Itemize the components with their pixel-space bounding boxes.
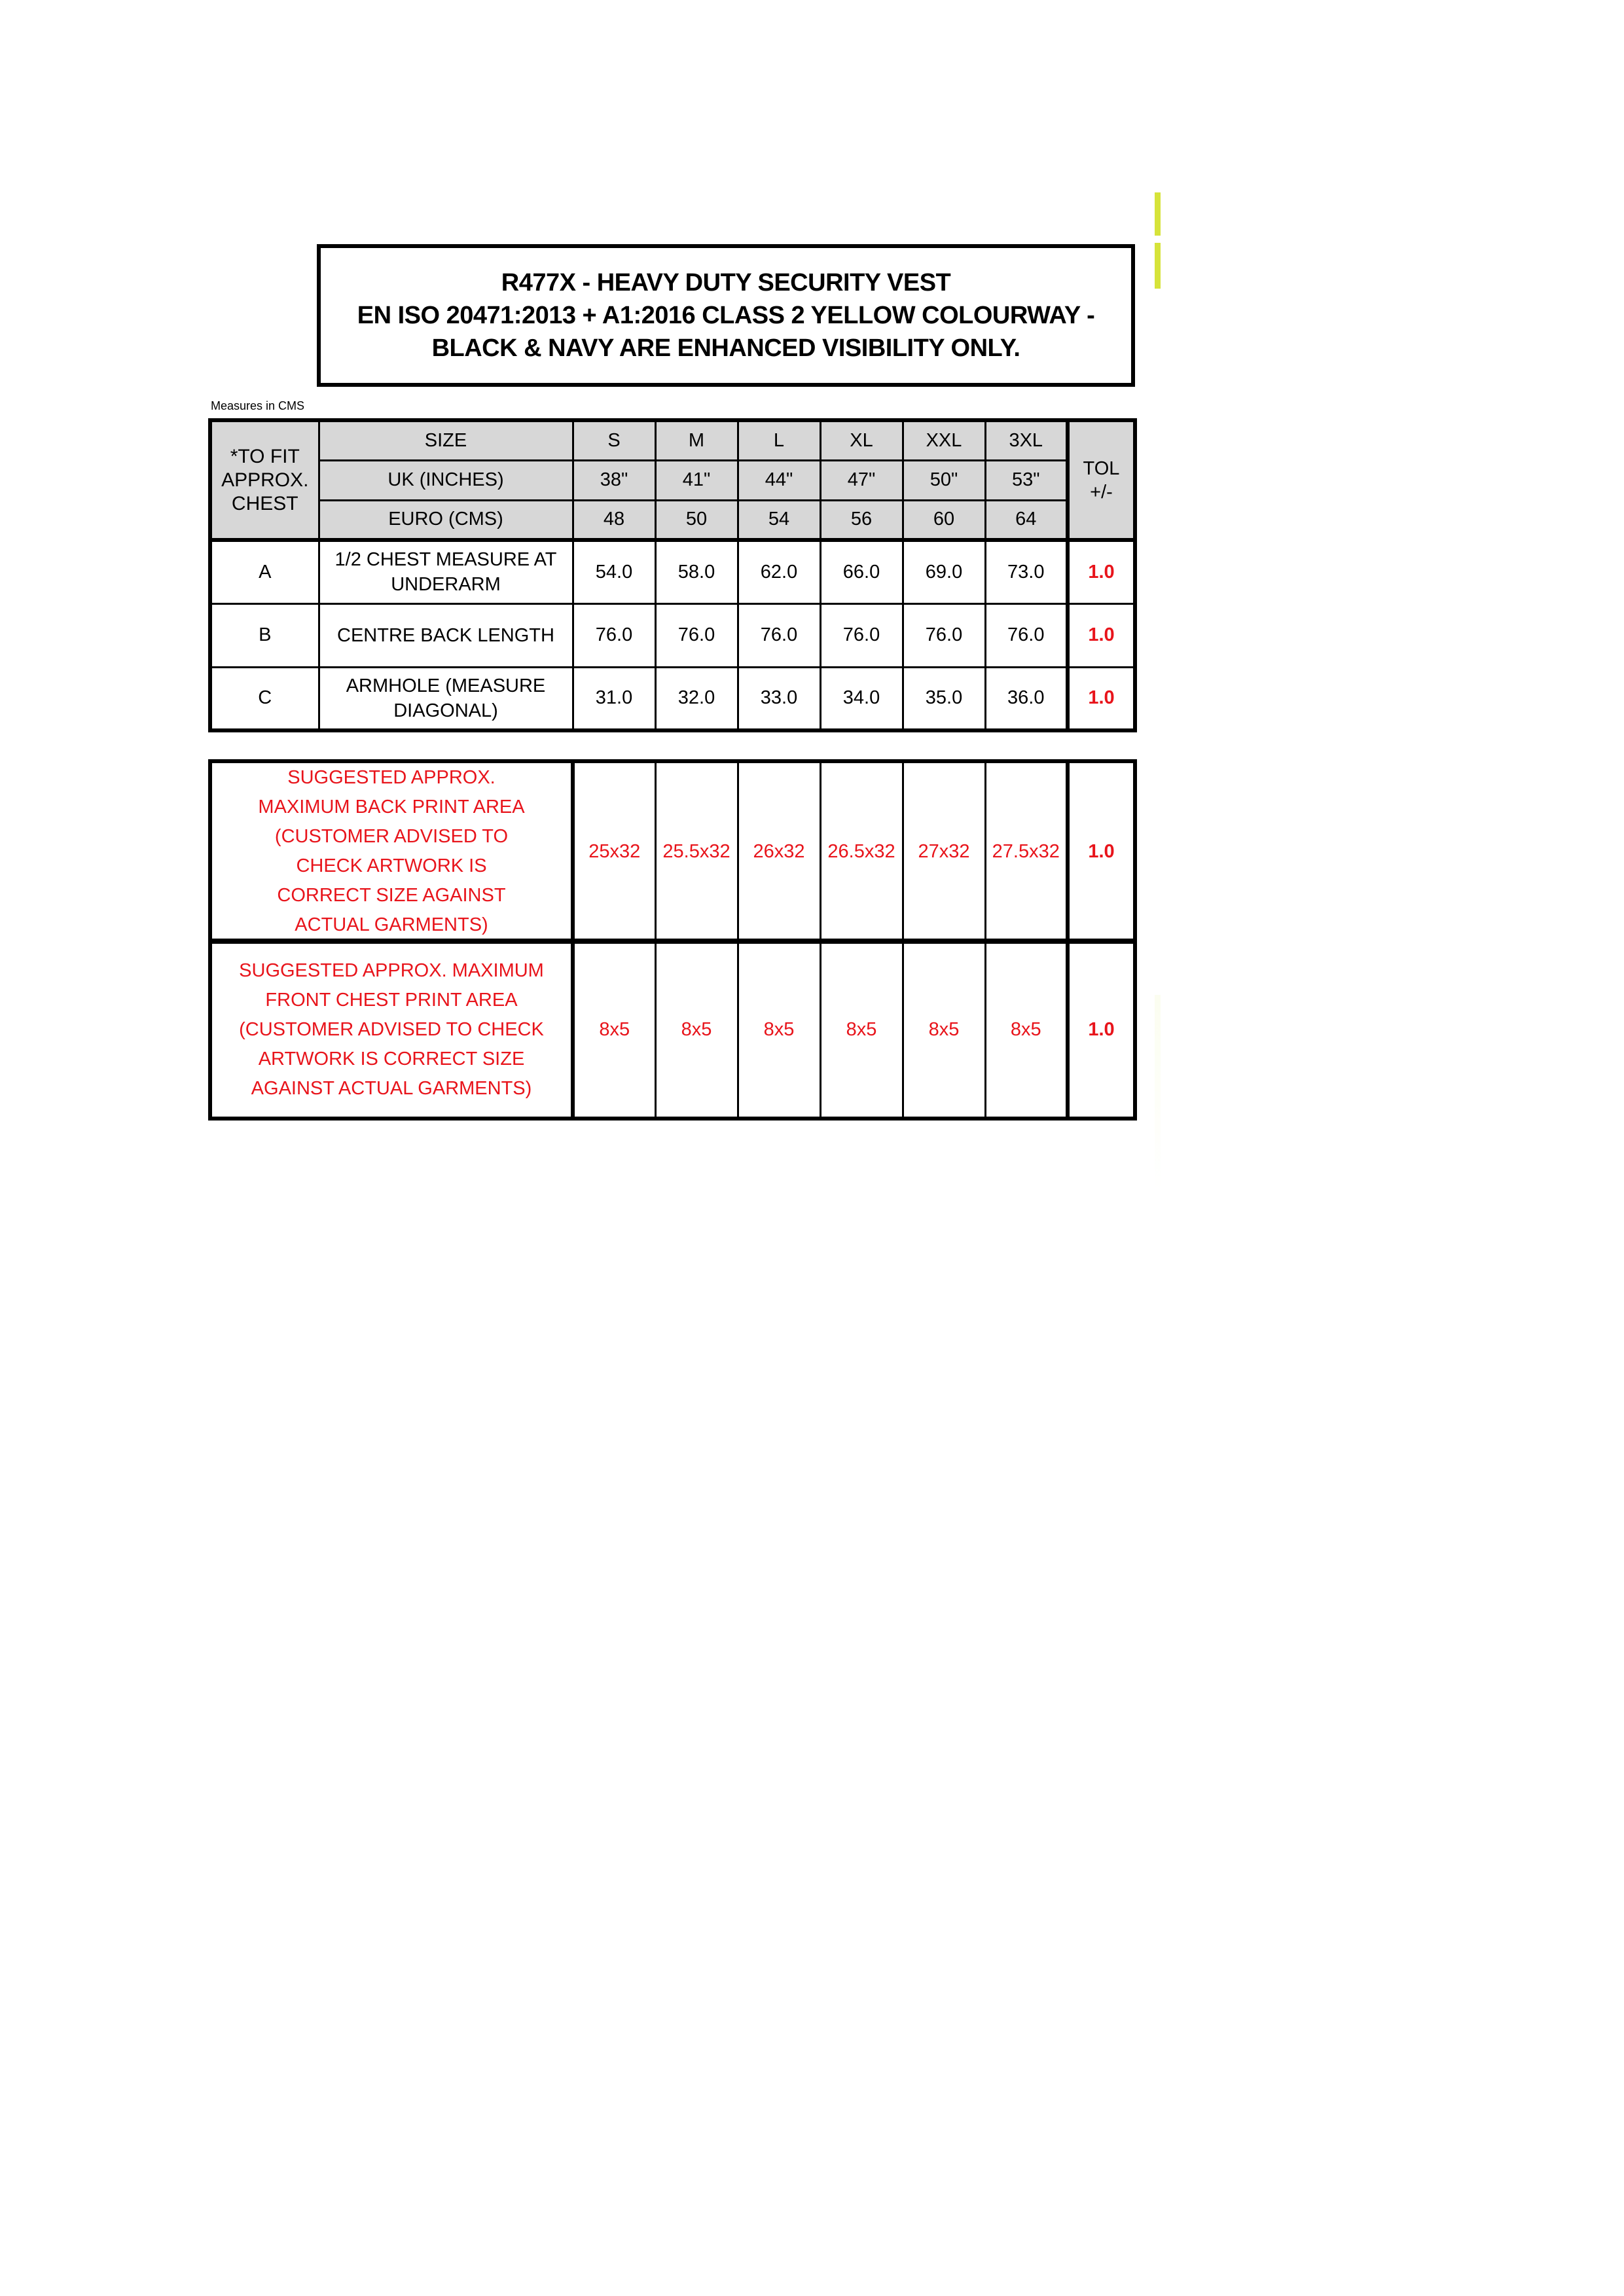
- uk-size-cell: 38": [573, 460, 655, 500]
- front-print-tolerance: 1.0: [1068, 941, 1135, 1119]
- measure-label: ARMHOLE (MEASURE DIAGONAL): [319, 667, 573, 730]
- measure-label: 1/2 CHEST MEASURE AT UNDERARM: [319, 540, 573, 603]
- size-header: XL: [820, 420, 903, 460]
- accent-fade: [1155, 995, 1161, 1191]
- front-print-row: [210, 941, 1135, 1119]
- product-title-box: [317, 244, 1135, 387]
- header-size-row: [210, 420, 1135, 460]
- product-title-line-3: BLACK & NAVY ARE ENHANCED VISIBILITY ONLY.: [431, 334, 1020, 362]
- back-print-value: 27.5x32: [985, 761, 1068, 942]
- measure-value: 35.0: [903, 667, 985, 730]
- back-print-value: 26x32: [738, 761, 820, 942]
- tolerance-label: TOL +/-: [1068, 420, 1135, 540]
- measure-value: 62.0: [738, 540, 820, 603]
- size-header: XXL: [903, 420, 985, 460]
- euro-size-cell: 54: [738, 500, 820, 540]
- measure-value: 58.0: [655, 540, 738, 603]
- front-print-table: [208, 939, 1137, 1121]
- front-print-value: 8x5: [820, 941, 903, 1119]
- back-print-label: SUGGESTED APPROX. MAXIMUM BACK PRINT AREA (CUSTOMER ADVISED TO CHECK ARTWORK IS CORRECT SIZE AGAINST ACTUAL GARMENTS): [210, 761, 573, 942]
- measure-value: 31.0: [573, 667, 655, 730]
- measures-note: Measures in CMS: [211, 399, 305, 412]
- measure-row-a: [210, 540, 1135, 603]
- size-chart-table: [208, 418, 1137, 732]
- measure-value: 66.0: [820, 540, 903, 603]
- product-title-line-2: EN ISO 20471:2013 + A1:2016 CLASS 2 YELLOW COLOURWAY -: [357, 302, 1095, 329]
- size-header: S: [573, 420, 655, 460]
- back-print-value: 25.5x32: [655, 761, 738, 942]
- fit-chest-label: *TO FIT APPROX. CHEST: [210, 420, 319, 540]
- front-print-value: 8x5: [985, 941, 1068, 1119]
- tolerance-value: 1.0: [1068, 603, 1135, 667]
- measure-value: 76.0: [573, 603, 655, 667]
- measure-value: 33.0: [738, 667, 820, 730]
- front-print-value: 8x5: [903, 941, 985, 1119]
- measure-label: CENTRE BACK LENGTH: [319, 603, 573, 667]
- size-header: L: [738, 420, 820, 460]
- back-print-value: 26.5x32: [820, 761, 903, 942]
- uk-size-cell: 44": [738, 460, 820, 500]
- euro-size-cell: 48: [573, 500, 655, 540]
- uk-size-cell: 50": [903, 460, 985, 500]
- header-uk-row: [210, 460, 1135, 500]
- back-print-tolerance: 1.0: [1068, 761, 1135, 942]
- tolerance-value: 1.0: [1068, 540, 1135, 603]
- measure-value: 76.0: [985, 603, 1068, 667]
- measure-value: 76.0: [820, 603, 903, 667]
- uk-inches-label: UK (INCHES): [319, 460, 573, 500]
- measure-value: 36.0: [985, 667, 1068, 730]
- measure-code: A: [210, 540, 319, 603]
- measure-value: 54.0: [573, 540, 655, 603]
- measure-value: 76.0: [903, 603, 985, 667]
- euro-size-cell: 60: [903, 500, 985, 540]
- measure-row-c: [210, 667, 1135, 730]
- measure-value: 69.0: [903, 540, 985, 603]
- measure-code: C: [210, 667, 319, 730]
- front-print-value: 8x5: [738, 941, 820, 1119]
- tolerance-value: 1.0: [1068, 667, 1135, 730]
- back-print-table: [208, 759, 1137, 944]
- accent-bar-top: [1155, 192, 1161, 236]
- measure-value: 34.0: [820, 667, 903, 730]
- front-print-label: SUGGESTED APPROX. MAXIMUM FRONT CHEST PRINT AREA (CUSTOMER ADVISED TO CHECK ARTWORK IS CORRECT SIZE AGAINST ACTUAL GARMENTS): [210, 941, 573, 1119]
- back-print-value: 27x32: [903, 761, 985, 942]
- measure-value: 73.0: [985, 540, 1068, 603]
- back-print-value: 25x32: [573, 761, 655, 942]
- uk-size-cell: 53": [985, 460, 1068, 500]
- front-print-value: 8x5: [573, 941, 655, 1119]
- product-title-line-1: R477X - HEAVY DUTY SECURITY VEST: [501, 269, 951, 296]
- uk-size-cell: 47": [820, 460, 903, 500]
- uk-size-cell: 41": [655, 460, 738, 500]
- euro-size-cell: 56: [820, 500, 903, 540]
- header-euro-row: [210, 500, 1135, 540]
- measure-value: 76.0: [655, 603, 738, 667]
- euro-cms-label: EURO (CMS): [319, 500, 573, 540]
- measure-code: B: [210, 603, 319, 667]
- measure-value: 76.0: [738, 603, 820, 667]
- size-label: SIZE: [319, 420, 573, 460]
- size-header: 3XL: [985, 420, 1068, 460]
- measure-row-b: [210, 603, 1135, 667]
- measure-value: 32.0: [655, 667, 738, 730]
- euro-size-cell: 50: [655, 500, 738, 540]
- euro-size-cell: 64: [985, 500, 1068, 540]
- accent-bar-bottom: [1155, 243, 1161, 289]
- front-print-value: 8x5: [655, 941, 738, 1119]
- size-header: M: [655, 420, 738, 460]
- back-print-row: [210, 761, 1135, 942]
